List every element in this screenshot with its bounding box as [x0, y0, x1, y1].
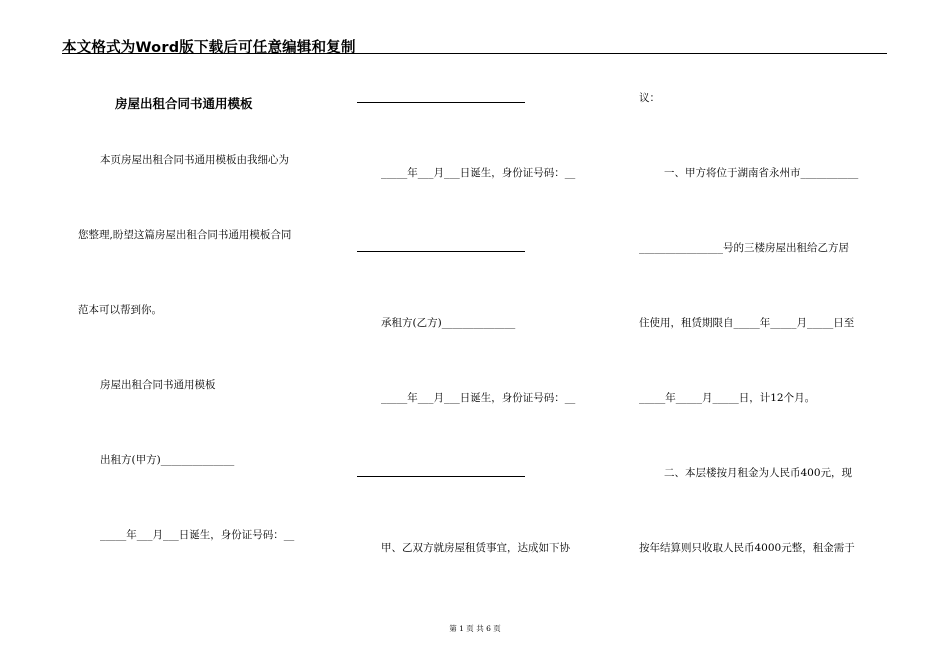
lessee-field: 承租方(乙方)______________	[381, 317, 516, 329]
section-subtitle: 房屋出租合同书通用模板	[100, 379, 216, 391]
intro-line-3: 范本可以帮到你。	[78, 304, 162, 316]
blank-line	[357, 102, 525, 103]
lessor-birth-id-field: _____年___月___日诞生，身份证号码：__	[100, 529, 295, 541]
birth-id-field: _____年___月___日诞生，身份证号码：__	[381, 167, 576, 179]
agreement-line-2: 议：	[639, 92, 660, 104]
header-divider	[62, 53, 887, 54]
intro-line-2: 您整理,盼望这篇房屋出租合同书通用模板合同	[78, 229, 292, 241]
page-number: 第 1 页 共 6 页	[449, 624, 501, 633]
agreement-line-1: 甲、乙双方就房屋租赁事宜，达成如下协	[381, 542, 570, 554]
clause-1-line-1: 一、甲方将位于湖南省永州市___________	[664, 167, 859, 179]
blank-line	[357, 251, 525, 252]
lessor-field: 出租方(甲方)______________	[100, 454, 235, 466]
page-header: 本文格式为Word版下载后可任意编辑和复制	[62, 40, 356, 56]
document-title: 房屋出租合同书通用模板	[115, 96, 253, 111]
lessee-birth-id-field: _____年___月___日诞生，身份证号码：__	[381, 392, 576, 404]
clause-1-line-4: _____年_____月_____日，计12个月。	[639, 392, 816, 404]
clause-1-line-2: ________________号的三楼房屋出租给乙方居	[639, 242, 849, 254]
clause-1-line-3: 住使用，租赁期限自_____年_____月_____日至	[639, 317, 855, 329]
blank-line	[357, 476, 525, 477]
intro-line-1: 本页房屋出租合同书通用模板由我细心为	[100, 154, 289, 166]
clause-2-line-1: 二、本层楼按月租金为人民币400元，现	[664, 467, 853, 479]
clause-2-line-2: 按年结算则只收取人民币4000元整，租金需于	[639, 542, 855, 554]
